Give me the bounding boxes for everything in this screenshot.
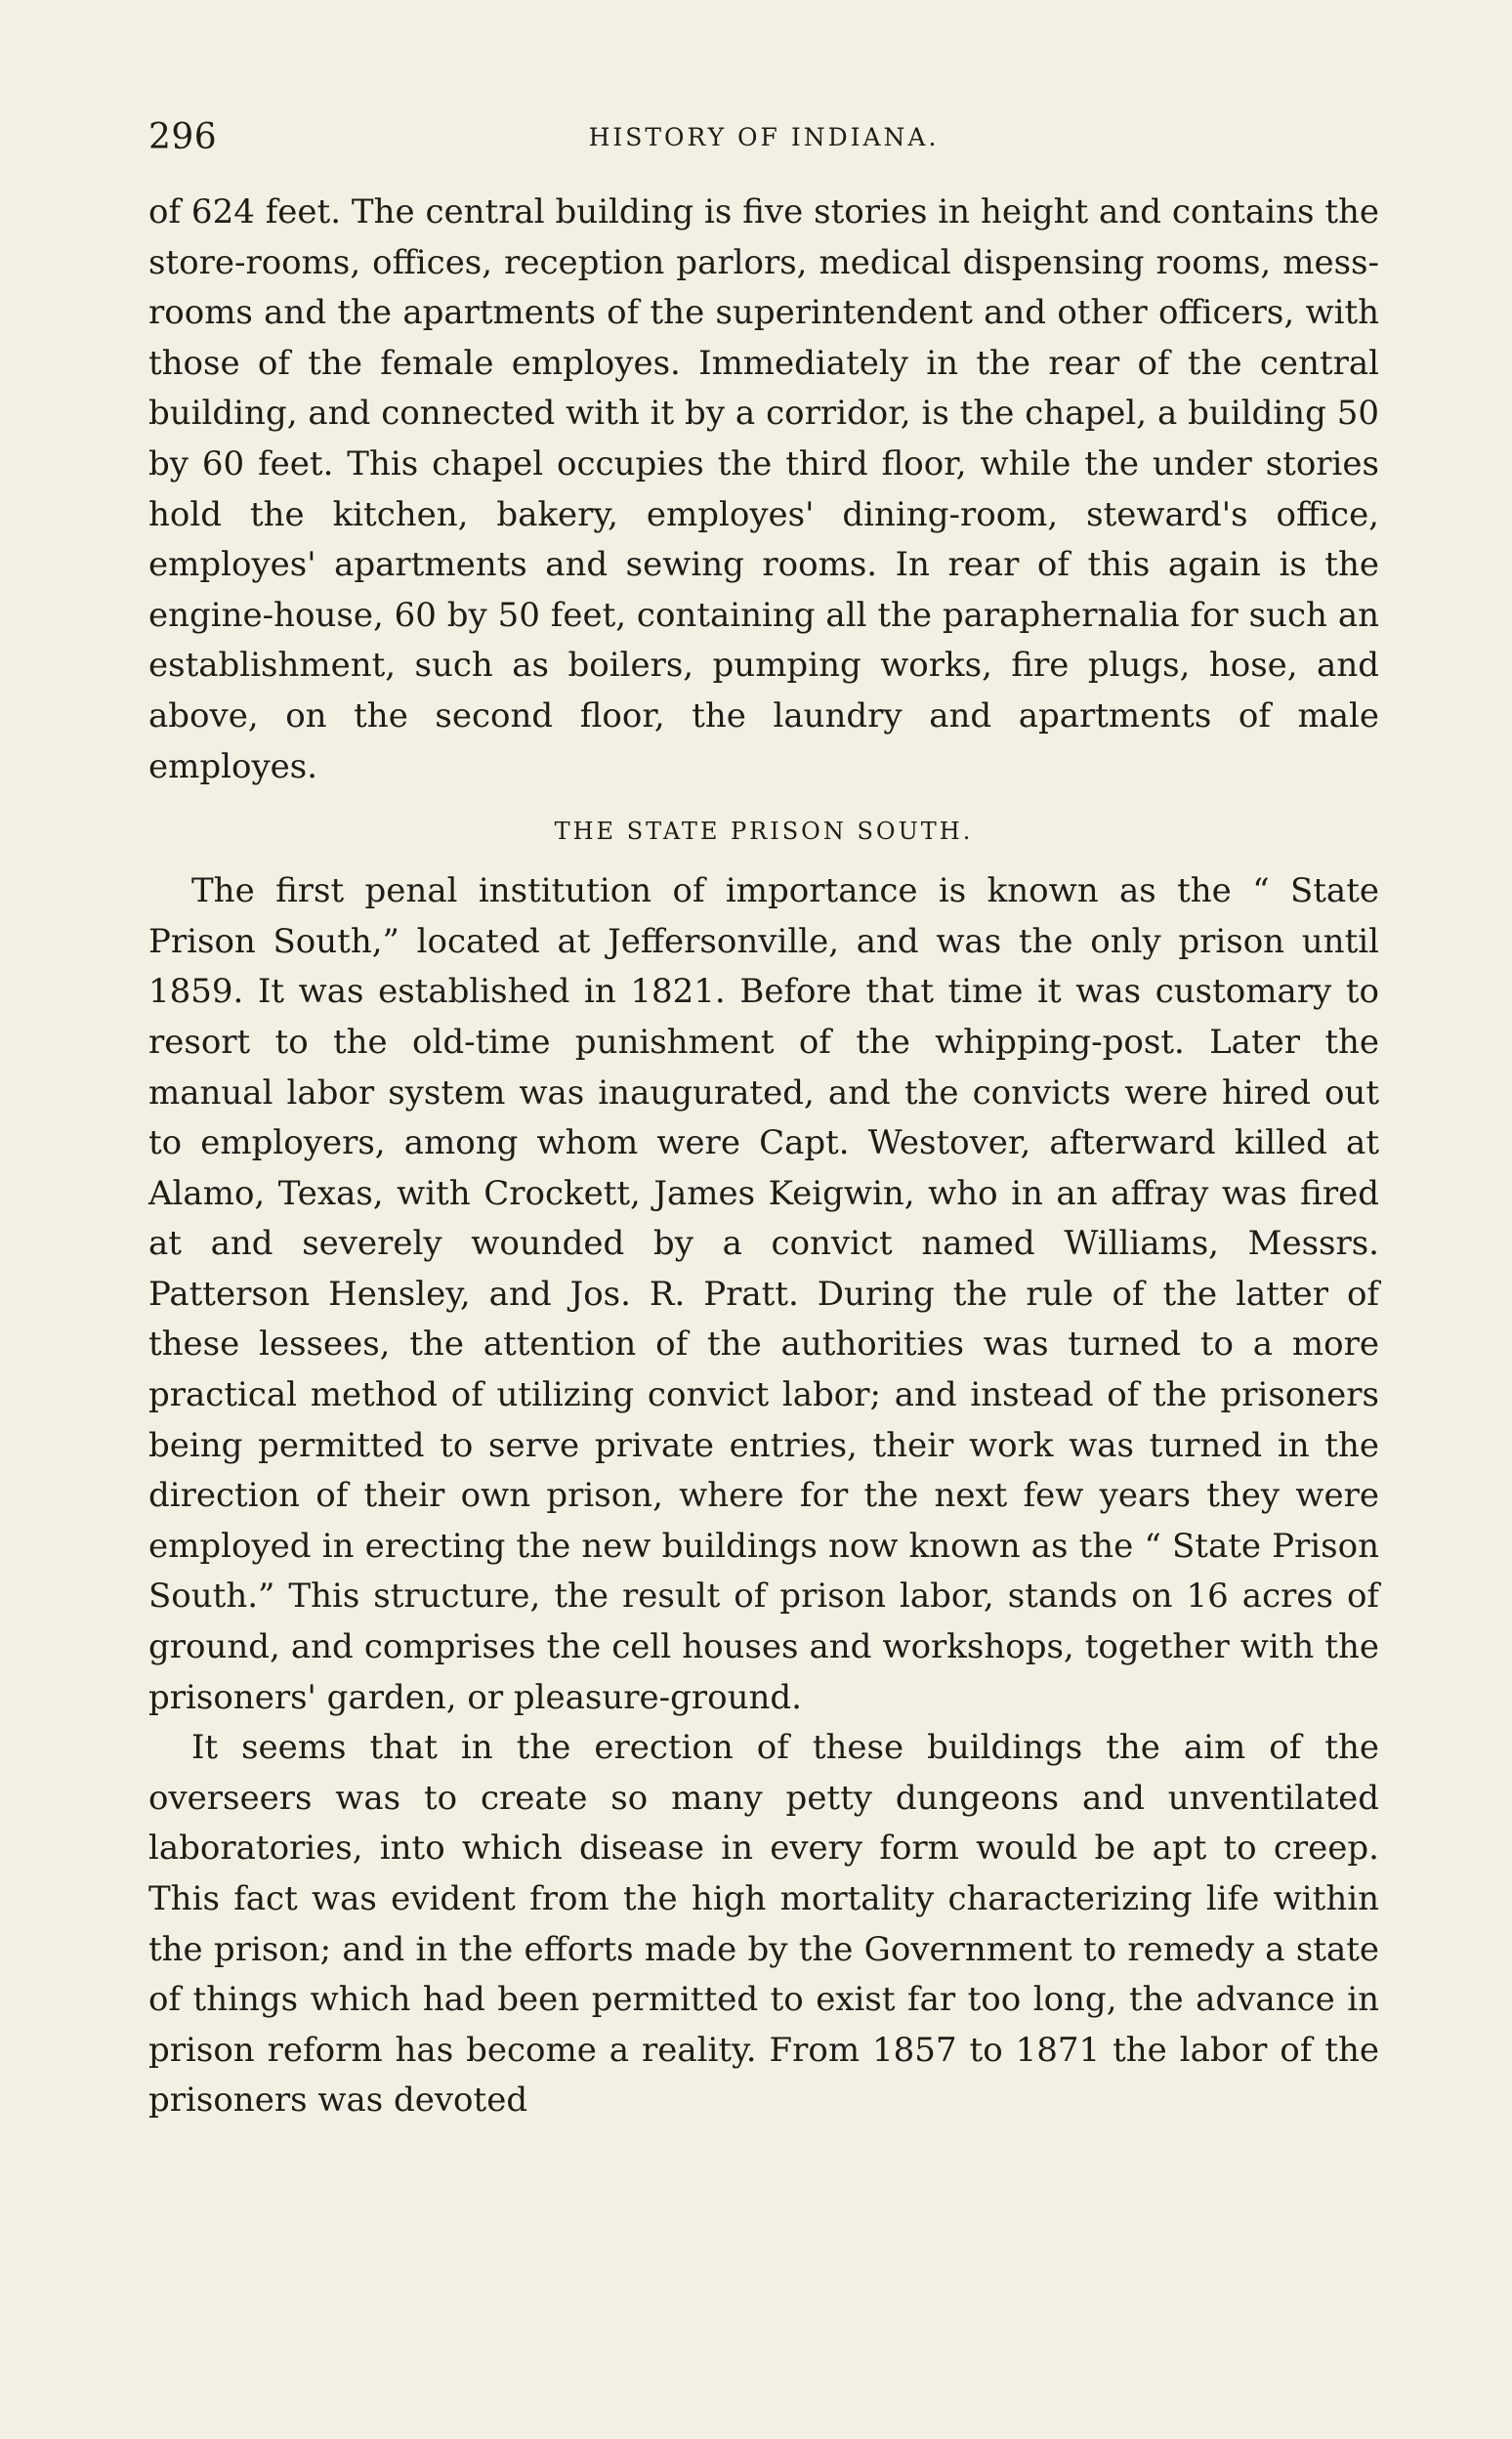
page-number: 296: [148, 117, 218, 157]
running-head: [148, 117, 1379, 166]
paragraph: The first penal institution of importance is known as the “ State Prison South,” located at Jeffersonville, and was the only prison until 1859. It was established in 1821. Before that time it was customary to resort to the old-time punishment of the whipping-post. Later the manual labor system was inaugurated, and the convicts were hired out to employers, among whom were Capt. Westover, afterward killed at Alamo, Texas, with Crockett, James Keigwin, who in an affray was fired at and severely wounded by a convict named Williams, Messrs. Patterson Hensley, and Jos. R. Pratt. During the rule of the latter of these lessees, the attention of the authorities was turned to a more practical method of utilizing convict labor; and instead of the prisoners being permitted to serve private entries, their work was turned in the direction of their own prison, where for the next few years they were employed in erecting the new buildings now known as the “ State Prison South.” This structure, the result of prison labor, stands on 16 acres of ground, and comprises the cell houses and workshops, together with the prisoners' garden, or pleasure-ground.: [148, 871, 1379, 1717]
paragraph-continued: of 624 feet. The central building is five stories in height and contains the store-rooms, offices, reception parlors, medical dispensing rooms, mess-rooms and the apartments of the superintendent and other officers, with those of the female employes. Immediately in the rear of the central building, and connected with it by a corridor, is the chapel, a building 50 by 60 feet. This chapel occupies the third floor, while the under stories hold the kitchen, bakery, employes' dining-room, steward's office, employes' apartments and sewing rooms. In rear of this again is the engine-house, 60 by 50 feet, containing all the paraphernalia for such an establishment, such as boilers, pumping works, fire plugs, hose, and above, on the second floor, the laundry and apartments of male employes.: [148, 192, 1379, 786]
book-page: [148, 117, 1379, 2126]
running-title: HISTORY OF INDIANA.: [588, 123, 940, 151]
paragraph: It seems that in the erection of these buildings the aim of the overseers was to create so many petty dungeons and unventilated laboratories, into which disease in every form would be apt to creep. This fact was evident from the high mortality characterizing life within the prison; and in the efforts made by the Government to remedy a state of things which had been permitted to exist far too long, the advance in prison reform has become a reality. From 1857 to 1871 the labor of the prisoners was devoted: [148, 1728, 1379, 2121]
section-heading: THE STATE PRISON SOUTH.: [554, 818, 974, 846]
